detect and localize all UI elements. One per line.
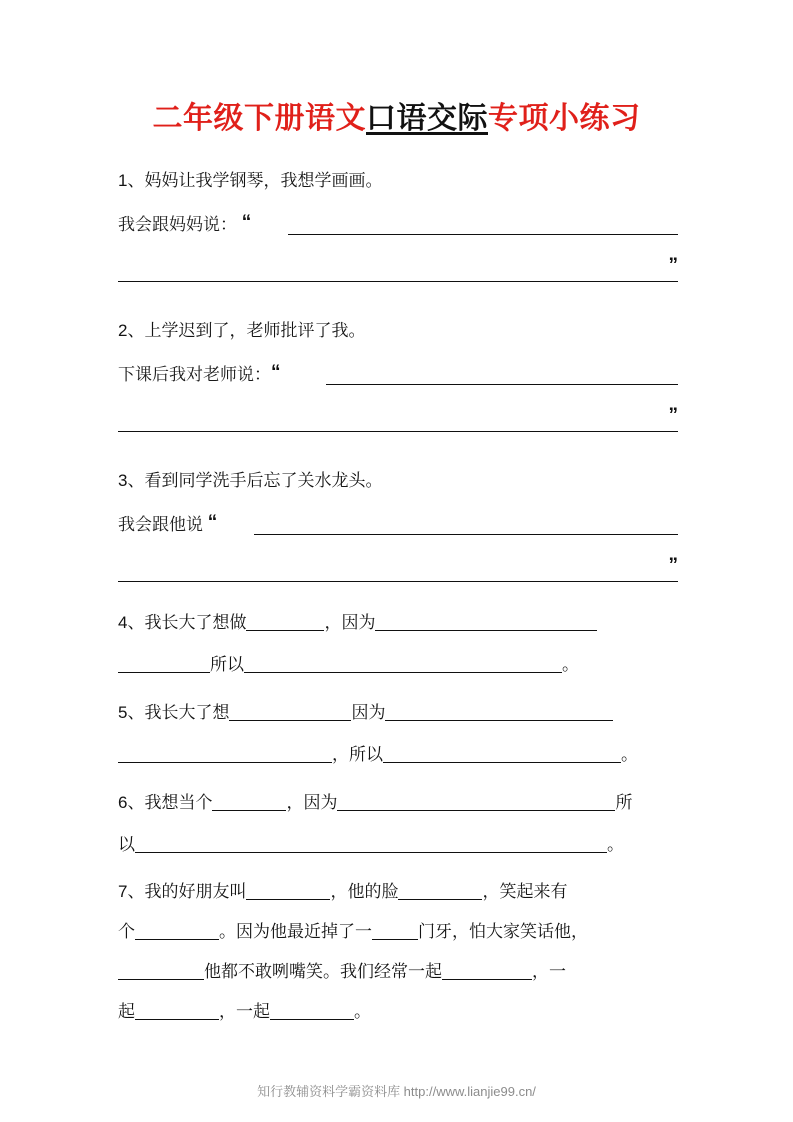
question-7-text-1a: 我的好朋友叫: [144, 882, 247, 901]
question-3-blank-line-1[interactable]: [254, 534, 678, 535]
question-5-number: 5、: [118, 703, 145, 722]
question-4-period: 。: [562, 655, 579, 674]
question-7-blank-7[interactable]: [135, 1002, 219, 1020]
question-5-line-2: [118, 734, 678, 776]
question-6-period: 。: [607, 835, 624, 854]
question-2-answer-line-2[interactable]: [118, 394, 678, 438]
question-6-blank-2[interactable]: [337, 793, 615, 811]
title-segment-underlined: 口语交际: [366, 102, 488, 135]
question-5-blank-1[interactable]: [229, 703, 351, 721]
question-4: [118, 602, 678, 686]
question-6-blank-1[interactable]: [212, 793, 286, 811]
question-4-text-3: 所以: [210, 655, 244, 674]
question-1-answer-line-1[interactable]: [118, 202, 678, 244]
question-7-line-2: [118, 912, 678, 952]
question-7-number: 7、: [118, 882, 145, 901]
question-2: [118, 310, 678, 438]
question-4-line-2: [118, 644, 678, 686]
question-7-blank-4[interactable]: [372, 922, 418, 940]
question-1-prompt-text: 妈妈让我学钢琴，我想学画画。: [144, 171, 383, 190]
question-7-text-3a: 他都不敢咧嘴笑。我们经常一起: [204, 962, 442, 981]
question-5-text-1: 我长大了想: [144, 703, 230, 722]
question-7-period: 。: [354, 1002, 371, 1021]
question-2-answer-lead: 下课后我对老师说：: [118, 365, 271, 384]
question-5-text-3: ，所以: [332, 745, 383, 764]
question-6-text-4: 以: [118, 835, 135, 854]
question-7-blank-5[interactable]: [118, 962, 204, 980]
question-2-close-quote: ”: [668, 405, 678, 426]
question-1-close-quote: ”: [668, 255, 678, 276]
question-4-blank-2[interactable]: [375, 613, 597, 631]
question-6-text-3: 所: [615, 793, 633, 812]
spacer-after-q2: [118, 438, 678, 460]
question-5-line-1: [118, 692, 678, 734]
question-4-blank-1[interactable]: [246, 613, 324, 631]
question-4-text-2: ，因为: [324, 613, 376, 632]
question-1-open-quote: “: [241, 212, 252, 233]
question-7-blank-3[interactable]: [135, 922, 219, 940]
question-6-number: 6、: [118, 793, 145, 812]
question-7-blank-8[interactable]: [270, 1002, 354, 1020]
question-7-blank-6[interactable]: [442, 962, 532, 980]
question-2-blank-line-2[interactable]: [118, 431, 678, 432]
question-3-open-quote: “: [207, 512, 218, 533]
question-6-text-1: 我想当个: [144, 793, 213, 812]
question-7-blank-1[interactable]: [246, 882, 330, 900]
question-6-text-2: ，因为: [286, 793, 338, 812]
question-6-line-1: [118, 782, 678, 824]
question-4-blank-3[interactable]: [118, 655, 210, 673]
question-1-answer-line-2[interactable]: [118, 244, 678, 288]
question-7: [118, 872, 678, 1032]
spacer-after-q3: [118, 588, 678, 602]
page-title: [0, 100, 793, 138]
question-2-number: 2、: [118, 321, 145, 340]
question-1: [118, 160, 678, 288]
question-3-answer-line-2[interactable]: [118, 544, 678, 588]
question-1-blank-line-2[interactable]: [118, 281, 678, 282]
question-3-prompt-text: 看到同学洗手后忘了关水龙头。: [144, 471, 383, 490]
question-7-line-1: [118, 872, 678, 912]
question-4-blank-4[interactable]: [244, 655, 562, 673]
question-3-number: 3、: [118, 471, 145, 490]
question-2-open-quote: “: [271, 362, 281, 383]
question-6: [118, 782, 678, 866]
question-7-text-2c: 门牙，怕大家笑话他，: [418, 922, 588, 941]
question-3-close-quote: ”: [668, 555, 678, 576]
question-5-blank-4[interactable]: [383, 745, 621, 763]
question-7-text-2a: 个: [118, 922, 135, 941]
question-1-answer-lead: 我会跟妈妈说：: [118, 215, 237, 234]
question-2-answer-line-1[interactable]: [118, 352, 678, 394]
question-7-text-4b: ，一起: [219, 1002, 270, 1021]
question-1-number: 1、: [118, 171, 145, 190]
footer-watermark: 知行教辅资料学霸资料库 http://www.lianjie99.cn/: [257, 1084, 536, 1099]
question-7-text-3b: ，一: [532, 962, 566, 981]
question-1-blank-line-1[interactable]: [288, 234, 678, 235]
question-7-text-1b: ，他的脸: [330, 882, 399, 901]
title-segment-red-left: 二年级下册语文: [152, 102, 366, 135]
question-7-text-1c: ，笑起来有: [482, 882, 568, 901]
question-5-period: 。: [621, 745, 638, 764]
question-4-text-1: 我长大了想做: [144, 613, 247, 632]
question-5: [118, 692, 678, 776]
title-segment-red-right: 专项小练习: [488, 102, 641, 135]
question-7-text-4a: 起: [118, 1002, 135, 1021]
question-6-line-2: [118, 824, 678, 866]
question-5-blank-3[interactable]: [118, 745, 332, 763]
question-6-blank-3[interactable]: [135, 835, 607, 853]
question-2-prompt: [118, 310, 678, 352]
question-3-answer-lead: 我会跟他说: [118, 515, 203, 534]
question-3-answer-line-1[interactable]: [118, 502, 678, 544]
spacer-after-q1: [118, 288, 678, 310]
question-3-prompt: [118, 460, 678, 502]
question-4-number: 4、: [118, 613, 145, 632]
question-2-prompt-text: 上学迟到了，老师批评了我。: [144, 321, 366, 340]
question-4-line-1: [118, 602, 678, 644]
question-5-text-2: 因为: [351, 703, 386, 722]
question-7-blank-2[interactable]: [398, 882, 482, 900]
question-7-line-3: [118, 952, 678, 992]
question-7-line-4: [118, 992, 678, 1032]
question-1-prompt: [118, 160, 678, 202]
question-5-blank-2[interactable]: [385, 703, 613, 721]
questions-container: [118, 160, 678, 1032]
question-7-text-2b: 。因为他最近掉了一: [219, 922, 372, 941]
question-2-blank-line-1[interactable]: [326, 384, 678, 385]
question-3: [118, 460, 678, 588]
question-3-blank-line-2[interactable]: [118, 581, 678, 582]
